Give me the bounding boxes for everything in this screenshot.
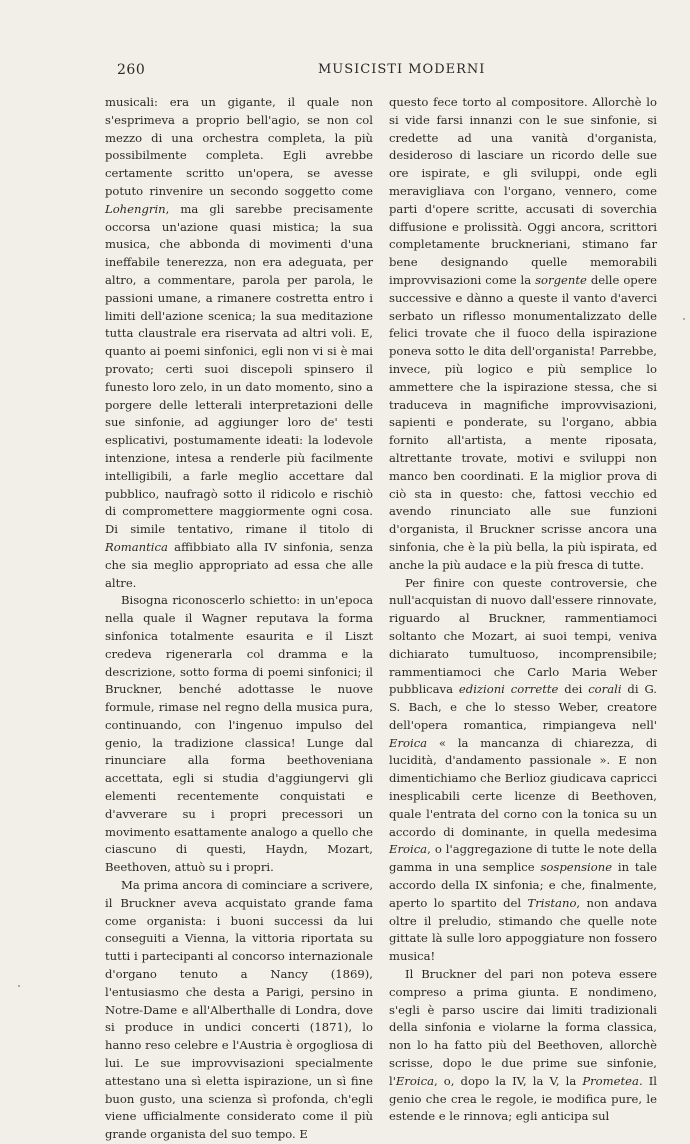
text-run: dei: [558, 682, 589, 697]
text-run: Il Bruckner del pari non poteva essere compreso a prima giunta. E nondimeno, s'egli è parso uscire dai limiti tradizionali della sinfonia e violarne la forma classica, non lo ha fatto più del Beethoven, allorchè scrisse, dopo le due prime sue sinfonie, l': [389, 967, 657, 1088]
paper-speck: [18, 985, 20, 987]
left-column: [105, 94, 373, 1142]
paragraph: Ma prima ancora di cominciare a scrivere, il Bruckner aveva acquistato grande fama come organista: i buoni successi da lui conseguiti a Vienna, la vittoria riportata su tutti i partecipanti al concorso internazionale d'organo tenuto a Nancy (1869), l'entusiasmo che desta a Parigi, persino in Notre-Dame e all'Alberthalle di Londra, dove si produce in undici concerti (1871), lo hanno reso celebre e l'Austria è orgogliosa di lui. Le sue improvvisazioni specialmente attestano una sì eletta ispirazione, un sì fine buon gusto, una scienza sì profonda, ch'egli viene ufficialmente considerato come il più grande organista del suo tempo. E: [105, 878, 373, 1142]
text-run: , o, dopo la IV, la V, la: [434, 1073, 583, 1088]
text-run: , o l'aggregazione di tutte le note della gamma in una semplice: [389, 842, 657, 875]
page-number: 260: [117, 62, 146, 78]
italic-title: Romantica: [105, 539, 168, 554]
italic-title: Lohengrin: [105, 201, 166, 216]
italic-title: Eroica: [389, 842, 428, 857]
paragraph: [389, 575, 657, 967]
italic-term: edizioni corrette: [458, 682, 559, 697]
italic-term: sospensione: [540, 860, 613, 875]
italic-title: Eroica: [395, 1073, 435, 1088]
paragraph: Bisogna riconoscerlo schietto: in un'epoca nella quale il Wagner reputava la forma sinfonica totalmente esaurita e il Liszt credeva rigenerarla col dramma e la descrizione, sotto forma di poemi sinfonici; il Bruckner, benché adottasse le nuove formule, rimase nel regno della musica pura, continuando, con l'ingenuo impulso del genio, la tradizione classica! Lunge dal rinunciare alla forma beethoveniana accettata, egli si studia d'aggiungervi gli elementi recentemente conquistati e d'avverare su i propri precessori un movimento esattamente analogo a quello che ciascuno di questi, Haydn, Mozart, Beethoven, attuò su i propri.: [105, 593, 373, 875]
italic-term: sorgente: [535, 272, 587, 287]
paragraph: [389, 966, 657, 1126]
page-header: [0, 62, 690, 84]
paper-speck: [683, 318, 685, 320]
right-column: [389, 94, 657, 1124]
italic-title: Prometea: [582, 1073, 639, 1088]
text-run: affibbiato alla IV sinfonia, senza che sia meglio appropriato ad essa che alle altre.: [105, 539, 373, 590]
italic-title: Eroica: [389, 735, 428, 750]
text-run: , ma gli sarebbe precisamente occorsa un'azione quasi mistica; la sua musica, che abbonda di movimenti d'una ineffabile tenerezza, non era adeguata, per altro, a commentare, parola per parola, le passioni umane, a rimanere costretta entro i limiti dell'azione scenica; la sua meditazione tutta claustrale era riservata ad altri voli. E, quanto ai poemi sinfonici, egli non vi si è mai provato; certi suoi discepoli spinsero il funesto loro zelo, in un dato momento, sino a porgere delle letterali interpretazioni delle sue sinfonie, ad aggiunger loro de' testi esplicativi, postumamente ideati: la lodevole intenzione, intesa a renderle più facilmente intelligibili, a farle meglio accettare dal pubblico, naufragò sotto il ridicolo e rischiò di compromettere maggiormente ogni cosa. Di simile tentativo, rimane il titolo di: [105, 201, 373, 537]
text-run: questo fece torto al compositore. Allorchè lo si vide farsi innanzi con le sue sinfonie, si credette ad una vanità d'organista, desideroso di lasciare un ricordo delle sue ore ispirate, e gli sviluppi, onde egli meravigliava con l'organo, vennero, come parti d'opere scritte, accusati di soverchia diffusione e prolissità. Oggi ancora, scrittori completamente bruckneriani, stimano far bene designando quelle memorabili improvvisazioni come la: [389, 95, 657, 287]
text-run: « la mancanza di chiarezza, di lucidità, d'andamento passionale ». E non dimentichiamo che Berlioz giudicava capricci inesplicabili certe licenze di Beethoven, quale l'entrata del corno con la tonica su un accordo di dominante, in quella medesima: [389, 735, 657, 839]
text-run: . Il genio che crea le regole, ie modifica pure, le estende e le rinnova; egli anticipa sul: [389, 1073, 657, 1124]
text-run: , non andava oltre il preludio, stimando che quelle note gittate là sulle loro appoggiature non fossero musica!: [389, 895, 657, 964]
paragraph: [105, 94, 373, 592]
text-run: delle opere successive e dànno a queste il vanto d'averci serbato un riflesso monumentalizzato delle felici trovate che il fuoco della ispirazione poneva sotto le dita dell'organista! Parrebbe, invece, più logico e più semplice lo ammettere che la ispirazione stessa, che si traduceva in magnifiche improvvisazioni, sapienti e ponderate, su l'organo, abbia fornito all'artista, a mente riposata, altrettante trovate, motivi e sviluppi non manco ben coordinati. E la miglior prova di ciò sta in questo: che, fattosi vecchio ed avendo rinunciato alle sue funzioni d'organista, il Bruckner scrisse ancora una sinfonia, che è la più bella, la più ispirata, ed anche la più audace e la più fresca di tutte.: [389, 272, 657, 572]
running-title: MUSICISTI MODERNI: [318, 62, 486, 77]
text-run: Per finire con queste controversie, che null'acquistan di nuovo dall'essere rinnovate, riguardo al Bruckner, rammentiamoci soltanto che Mozart, ai suoi tempi, veniva dichiarato tumultuoso, incomprensibile; rammentiamoci che Carlo Maria Weber pubblicava: [389, 575, 657, 697]
italic-term: corali: [588, 682, 622, 697]
text-run: di G. S. Bach, e che lo stesso Weber, creatore dell'opera romantica, rimpiangeva nell': [389, 682, 657, 732]
paragraph: [389, 94, 657, 575]
text-run: in tale accordo della IX sinfonia; e che, finalmente, aperto lo spartito del: [389, 860, 657, 910]
text-run: musicali: era un gigante, il quale non s'esprimeva a proprio bell'agio, se non col mezzo di una orchestra completa, la più possibilmente completa. Egli avrebbe certamente scritto un'opera, se avesse potuto rinvenire un secondo soggetto come: [105, 95, 373, 198]
italic-title: Tristano: [527, 895, 577, 910]
